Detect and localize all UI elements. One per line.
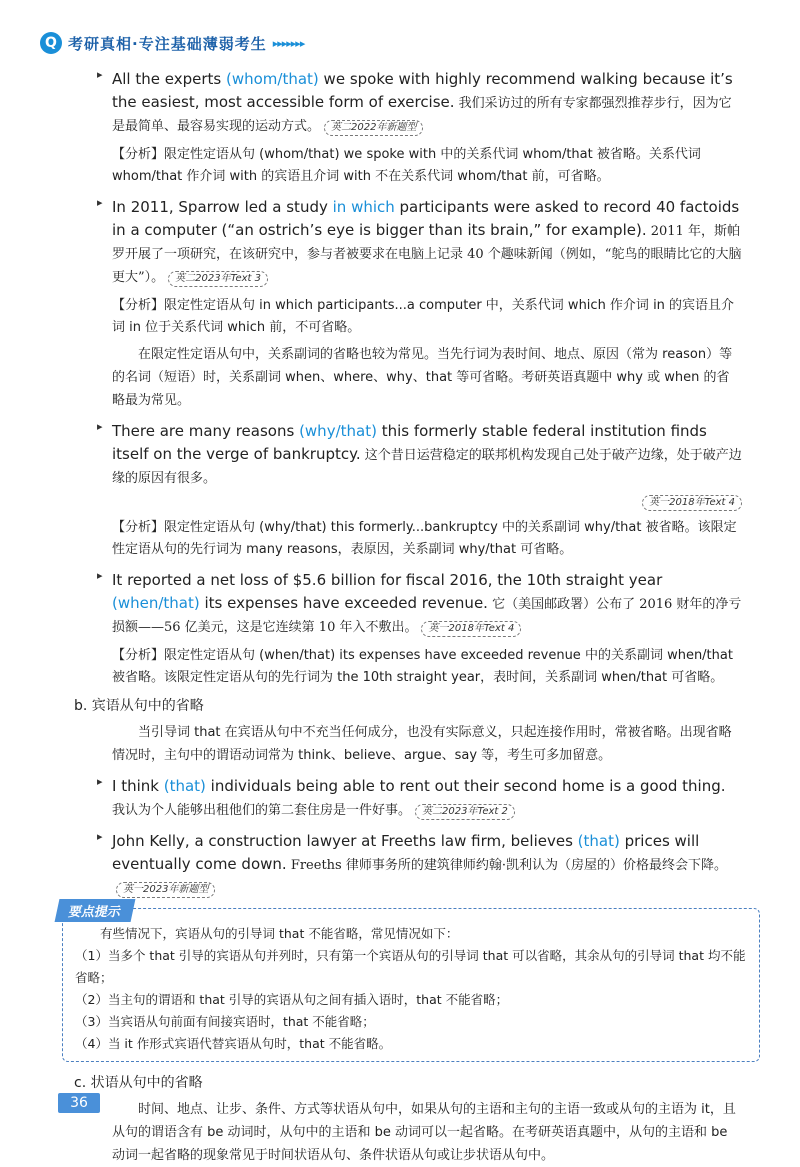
source-tag: 英一2018年Text 4 (421, 621, 521, 637)
bullet-marker-icon: ▸ (97, 196, 103, 209)
source-tag: 英二2023年Text 3 (168, 271, 268, 287)
bullet-marker-icon: ▸ (97, 775, 103, 788)
bullet-marker-icon: ▸ (97, 420, 103, 433)
tip-point: （1）当多个 that 引导的宾语从句并列时，只有第一个宾语从句的引导词 that 可以省略，其余从句的引导词 that 均不能省略； (75, 948, 746, 985)
body-paragraph: 时间、地点、让步、条件、方式等状语从句中，如果从句的主语和主句的主语一致或从句的主语为 it，且从句的谓语含有 be 动词时，从句中的主语和 be 动词可以一起省略。在考研英语真题中，从句的主语和 be 动词一起省略的现象常见于时间状语从句、条件状语从句或让步状语从句中。 (112, 1102, 736, 1163)
example-english: All the experts (whom/that) we spoke with highly recommend walking because it’s the easiest, most accessible form of exercise. (112, 70, 733, 111)
example-item (82, 569, 742, 639)
analysis-text: 【分析】限定性定语从句 in which participants...a computer 中，关系代词 which 作介词 in 的宾语且介词 in 位于关系代词 which 前，不可省略。 (112, 298, 735, 335)
bullet-marker-icon: ▸ (97, 569, 103, 582)
bullet-marker-icon: ▸ (97, 830, 103, 843)
analysis-text: 【分析】限定性定语从句 (why/that) this formerly...bankruptcy 中的关系副词 why/that 被省略。该限定性定语从句的先行词为 many reasons，表原因，关系副词 why/that 可省略。 (112, 520, 737, 557)
page-number: 36 (58, 1093, 100, 1113)
example-english: It reported a net loss of $5.6 billion for fiscal 2016, the 10th straight year (when/that) its expenses have exceeded revenue. (112, 571, 663, 612)
analysis-text: 【分析】限定性定语从句 (when/that) its expenses have exceeded revenue 中的关系副词 when/that 被省略。该限定性定语从句的先行词为 the 10th straight year，表时间，关系副词 when/that 可省略。 (112, 648, 733, 685)
logo-icon: Q (40, 32, 62, 54)
header-arrows-icon: ▸▸▸▸▸▸▸ (272, 36, 305, 50)
example-chinese: 这个昔日运营稳定的联邦机构发现自己处于破产边缘，处于破产边缘的原因有很多。 (112, 448, 742, 486)
example-chinese: Freeths 律师事务所的建筑律师约翰·凯利认为（房屋的）价格最终会下降。 (286, 858, 727, 873)
tip-point: （2）当主句的谓语和 that 引导的宾语从句之间有插入语时，that 不能省略； (75, 992, 509, 1007)
example-item (82, 68, 742, 138)
tip-box (62, 905, 760, 1062)
example-english: John Kelly, a construction lawyer at Freeths law firm, believes (that) prices will eventually come down. (112, 832, 700, 873)
tip-point: （4）当 it 作形式宾语代替宾语从句时，that 不能省略。 (75, 1036, 392, 1051)
example-item (82, 420, 742, 511)
source-tag: 英二2023年Text 2 (415, 804, 515, 820)
example-chinese: 2011 年，斯帕罗开展了一项研究，在该研究中，参与者被要求在电脑上记录 40 个趣味新闻（例如，“鸵鸟的眼睛比它的大脑更大”）。 (112, 224, 742, 285)
section-heading-c: c. 状语从句中的省略 (74, 1075, 203, 1091)
analysis-text: 【分析】限定性定语从句 (whom/that) we spoke with 中的关系代词 whom/that 被省略。关系代词 whom/that 作介词 with 的宾语且介词 with 不在关系代词 whom/that 前，可省略。 (112, 147, 701, 184)
page-header (40, 30, 304, 56)
example-english: I think (that) individuals being able to rent out their second home is a good thing. (112, 777, 726, 795)
tip-intro: 有些情况下，宾语从句的引导词 that 不能省略，常见情况如下： (100, 926, 459, 941)
body-paragraph: 在限定性定语从句中，关系副词的省略也较为常见。当先行词为表时间、地点、原因（常为 reason）等的名词（短语）时，关系副词 when、where、why、that 等可省略。考研英语真题中 why 或 when 的省略最为常见。 (112, 347, 733, 408)
example-item (82, 830, 742, 898)
bullet-marker-icon: ▸ (97, 68, 103, 81)
example-english: There are many reasons (why/that) this formerly stable federal institution finds itself on the verge of bankruptcy. (112, 422, 707, 463)
source-tag: 英二2022年新题型 (324, 120, 423, 136)
example-item (82, 196, 742, 289)
section-heading-b: b. 宾语从句中的省略 (74, 698, 204, 714)
tip-point: （3）当宾语从句前面有间接宾语时，that 不能省略； (75, 1014, 375, 1029)
example-chinese: 我认为个人能够出租他们的第二套住房是一件好事。 (112, 803, 412, 818)
source-tag: 英一2023年新题型 (116, 882, 215, 898)
example-english: In 2011, Sparrow led a study in which participants were asked to record 40 factoids in a computer (“an ostrich’s eye is bigger than its brain,” for example). (112, 198, 740, 239)
body-paragraph: 当引导词 that 在宾语从句中不充当任何成分，也没有实际意义，只起连接作用时，常被省略。出现省略情况时，主句中的谓语动词常为 think、believe、argue、say 等，考生可多加留意。 (112, 725, 732, 763)
example-item (82, 775, 742, 822)
source-tag: 英一2018年Text 4 (642, 495, 742, 511)
example-chinese: 它（美国邮政署）公布了 2016 财年的净亏损额——56 亿美元，这是它连续第 10 年入不敷出。 (112, 597, 742, 635)
example-chinese: 我们采访过的所有专家都强烈推荐步行，因为它是最简单、最容易实现的运动方式。 (112, 96, 732, 134)
tip-label: 要点提示 (55, 899, 136, 922)
header-title: 考研真相·专注基础薄弱考生 (68, 34, 267, 53)
